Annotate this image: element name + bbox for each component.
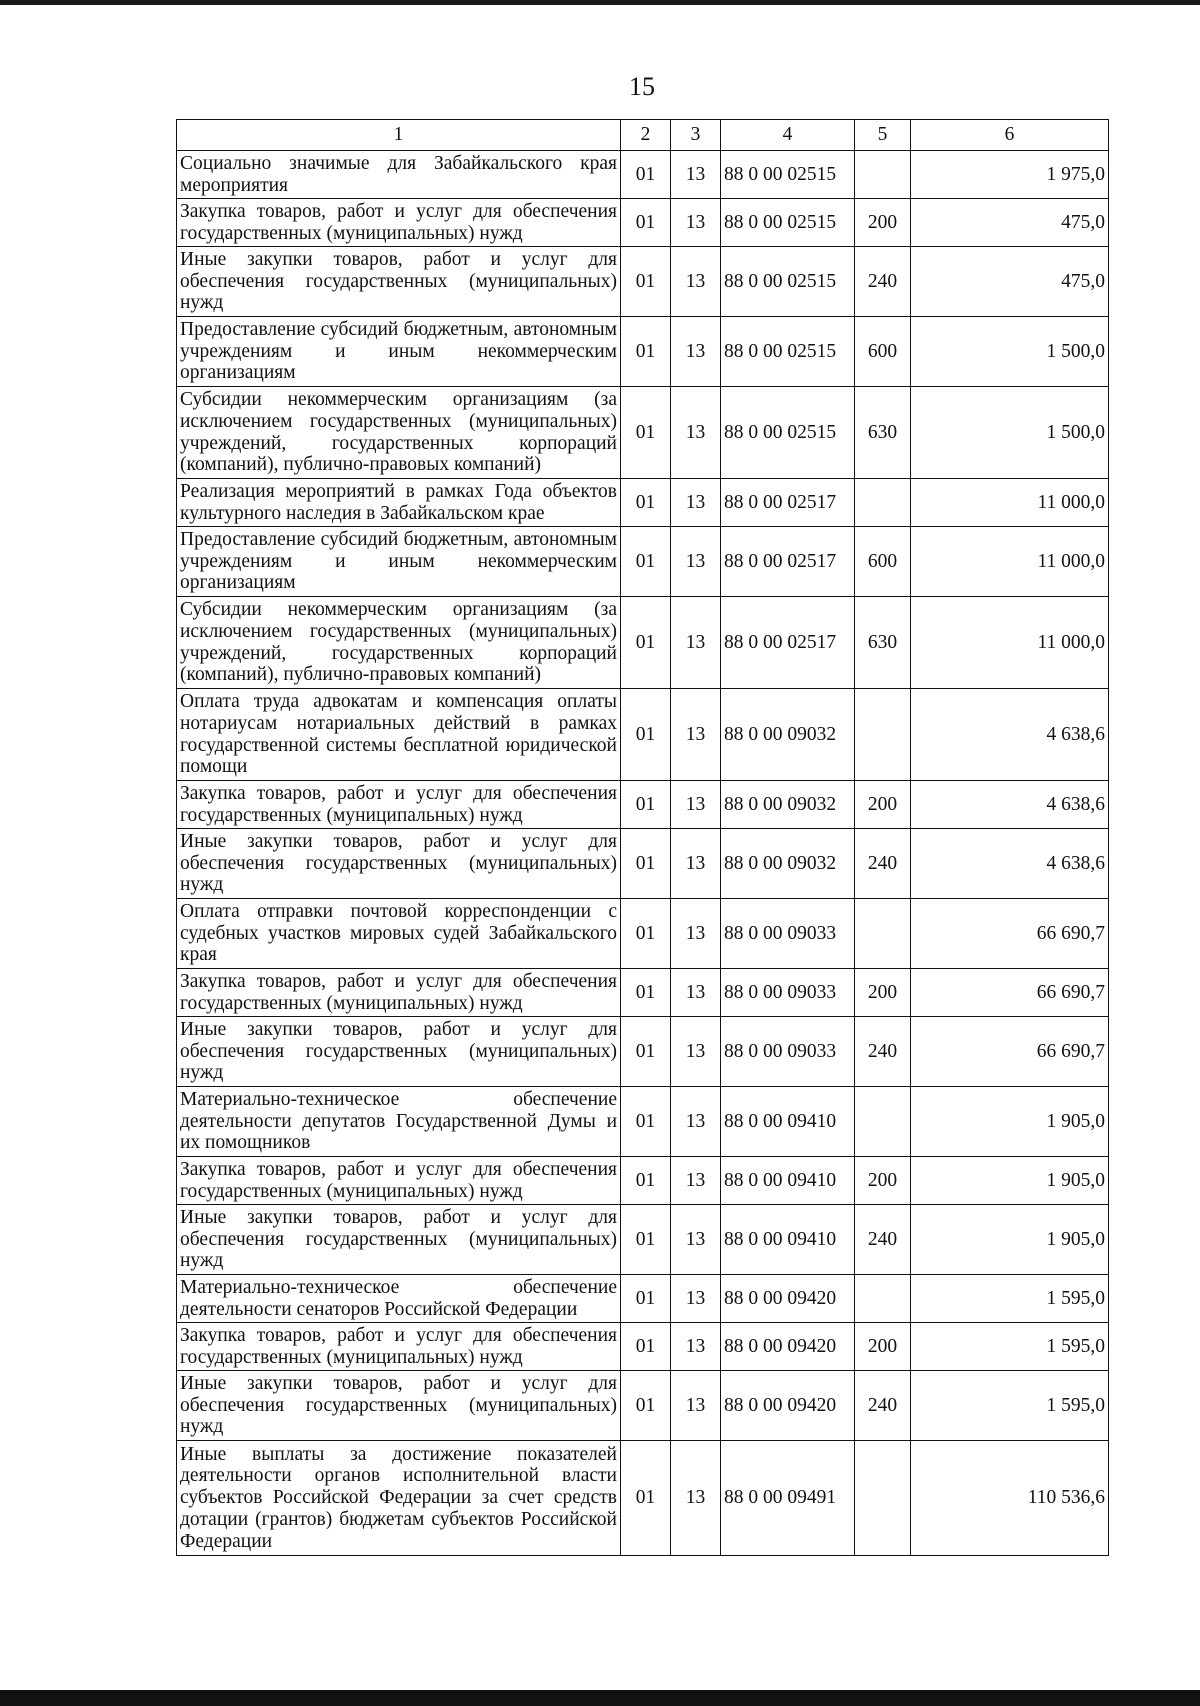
row-subsection: 13 <box>671 1323 721 1371</box>
row-section: 01 <box>621 1205 671 1275</box>
row-name: Оплата отправки почтовой корреспонденции с судебных участков мировых судей Забайкальского края <box>177 899 621 969</box>
row-subsection: 13 <box>671 199 721 247</box>
table-row <box>177 1441 1109 1556</box>
table-row <box>177 1275 1109 1323</box>
row-section: 01 <box>621 899 671 969</box>
row-subsection: 13 <box>671 527 721 597</box>
row-target-article: 88 0 00 09491 <box>721 1441 855 1556</box>
table-header-row <box>177 120 1109 151</box>
row-target-article: 88 0 00 09410 <box>721 1205 855 1275</box>
row-name: Иные закупки товаров, работ и услуг для обеспечения государственных (муниципальных) нужд <box>177 1205 621 1275</box>
row-subsection: 13 <box>671 899 721 969</box>
table-row <box>177 1087 1109 1157</box>
row-name: Субсидии некоммерческим организациям (за исключением государственных (муниципальных) учреждений, государственных корпораций (компаний), публично-правовых компаний) <box>177 387 621 479</box>
row-subsection: 13 <box>671 387 721 479</box>
row-amount: 66 690,7 <box>911 969 1109 1017</box>
row-subsection: 13 <box>671 1017 721 1087</box>
row-name: Закупка товаров, работ и услуг для обеспечения государственных (муниципальных) нужд <box>177 969 621 1017</box>
row-section: 01 <box>621 597 671 689</box>
row-expense-type: 240 <box>855 1205 911 1275</box>
row-subsection: 13 <box>671 151 721 199</box>
row-target-article: 88 0 00 02515 <box>721 199 855 247</box>
row-subsection: 13 <box>671 969 721 1017</box>
row-section: 01 <box>621 1157 671 1205</box>
row-subsection: 13 <box>671 479 721 527</box>
row-expense-type <box>855 1275 911 1323</box>
header-cell: 1 <box>177 120 621 151</box>
row-name: Материально-техническое обеспечение деятельности сенаторов Российской Федерации <box>177 1275 621 1323</box>
top-scan-border <box>0 0 1200 5</box>
row-expense-type: 200 <box>855 781 911 829</box>
row-subsection: 13 <box>671 1087 721 1157</box>
row-target-article: 88 0 00 02517 <box>721 527 855 597</box>
row-expense-type: 200 <box>855 199 911 247</box>
row-amount: 66 690,7 <box>911 1017 1109 1087</box>
row-subsection: 13 <box>671 1441 721 1556</box>
row-amount: 1 500,0 <box>911 387 1109 479</box>
row-section: 01 <box>621 479 671 527</box>
row-name: Субсидии некоммерческим организациям (за исключением государственных (муниципальных) учреждений, государственных корпораций (компаний), публично-правовых компаний) <box>177 597 621 689</box>
row-expense-type <box>855 151 911 199</box>
row-amount: 1 595,0 <box>911 1275 1109 1323</box>
row-expense-type: 240 <box>855 1017 911 1087</box>
row-amount: 1 975,0 <box>911 151 1109 199</box>
row-amount: 11 000,0 <box>911 527 1109 597</box>
row-amount: 1 595,0 <box>911 1371 1109 1441</box>
row-section: 01 <box>621 829 671 899</box>
header-cell: 5 <box>855 120 911 151</box>
budget-table <box>176 119 1109 1556</box>
row-subsection: 13 <box>671 1371 721 1441</box>
row-name: Реализация мероприятий в рамках Года объектов культурного наследия в Забайкальском крае <box>177 479 621 527</box>
row-amount: 475,0 <box>911 199 1109 247</box>
row-amount: 11 000,0 <box>911 479 1109 527</box>
table-row <box>177 247 1109 317</box>
header-cell: 2 <box>621 120 671 151</box>
row-expense-type <box>855 899 911 969</box>
row-subsection: 13 <box>671 781 721 829</box>
row-name: Закупка товаров, работ и услуг для обеспечения государственных (муниципальных) нужд <box>177 781 621 829</box>
row-subsection: 13 <box>671 689 721 781</box>
row-target-article: 88 0 00 09410 <box>721 1087 855 1157</box>
row-name: Закупка товаров, работ и услуг для обеспечения государственных (муниципальных) нужд <box>177 1157 621 1205</box>
row-section: 01 <box>621 199 671 247</box>
row-expense-type: 600 <box>855 317 911 387</box>
table-row <box>177 1205 1109 1275</box>
row-section: 01 <box>621 689 671 781</box>
table-row <box>177 597 1109 689</box>
table-row <box>177 317 1109 387</box>
row-expense-type <box>855 1087 911 1157</box>
row-target-article: 88 0 00 09033 <box>721 969 855 1017</box>
row-amount: 110 536,6 <box>911 1441 1109 1556</box>
table-row <box>177 899 1109 969</box>
row-amount: 1 905,0 <box>911 1205 1109 1275</box>
row-name: Иные закупки товаров, работ и услуг для обеспечения государственных (муниципальных) нужд <box>177 829 621 899</box>
header-cell: 3 <box>671 120 721 151</box>
row-subsection: 13 <box>671 1275 721 1323</box>
row-amount: 4 638,6 <box>911 781 1109 829</box>
row-target-article: 88 0 00 09033 <box>721 1017 855 1087</box>
row-target-article: 88 0 00 02515 <box>721 387 855 479</box>
row-subsection: 13 <box>671 829 721 899</box>
row-expense-type: 200 <box>855 1157 911 1205</box>
row-target-article: 88 0 00 09410 <box>721 1157 855 1205</box>
row-amount: 1 595,0 <box>911 1323 1109 1371</box>
row-amount: 1 905,0 <box>911 1087 1109 1157</box>
table-row <box>177 1371 1109 1441</box>
row-amount: 4 638,6 <box>911 829 1109 899</box>
row-expense-type: 630 <box>855 387 911 479</box>
table-row <box>177 199 1109 247</box>
header-cell: 4 <box>721 120 855 151</box>
row-target-article: 88 0 00 09032 <box>721 829 855 899</box>
table-row <box>177 1017 1109 1087</box>
row-name: Иные закупки товаров, работ и услуг для обеспечения государственных (муниципальных) нужд <box>177 1371 621 1441</box>
row-expense-type: 240 <box>855 247 911 317</box>
row-section: 01 <box>621 1441 671 1556</box>
row-name: Социально значимые для Забайкальского края мероприятия <box>177 151 621 199</box>
row-amount: 66 690,7 <box>911 899 1109 969</box>
row-target-article: 88 0 00 02515 <box>721 247 855 317</box>
row-target-article: 88 0 00 09420 <box>721 1275 855 1323</box>
row-expense-type: 240 <box>855 1371 911 1441</box>
row-section: 01 <box>621 1087 671 1157</box>
row-name: Предоставление субсидий бюджетным, автономным учреждениям и иным некоммерческим организациям <box>177 317 621 387</box>
row-subsection: 13 <box>671 1157 721 1205</box>
table-row <box>177 781 1109 829</box>
row-expense-type: 240 <box>855 829 911 899</box>
row-section: 01 <box>621 1017 671 1087</box>
table-row <box>177 387 1109 479</box>
row-target-article: 88 0 00 02515 <box>721 317 855 387</box>
table-row <box>177 1157 1109 1205</box>
table-row <box>177 689 1109 781</box>
row-subsection: 13 <box>671 1205 721 1275</box>
table-row <box>177 479 1109 527</box>
table-row <box>177 969 1109 1017</box>
row-expense-type: 630 <box>855 597 911 689</box>
row-target-article: 88 0 00 09032 <box>721 781 855 829</box>
table-row <box>177 151 1109 199</box>
row-target-article: 88 0 00 09033 <box>721 899 855 969</box>
row-target-article: 88 0 00 02517 <box>721 597 855 689</box>
row-expense-type: 200 <box>855 969 911 1017</box>
row-name: Иные закупки товаров, работ и услуг для обеспечения государственных (муниципальных) нужд <box>177 247 621 317</box>
bottom-scan-border <box>0 1690 1200 1706</box>
row-expense-type <box>855 1441 911 1556</box>
row-section: 01 <box>621 1275 671 1323</box>
row-section: 01 <box>621 1323 671 1371</box>
row-section: 01 <box>621 527 671 597</box>
row-expense-type <box>855 479 911 527</box>
row-target-article: 88 0 00 09420 <box>721 1323 855 1371</box>
row-name: Закупка товаров, работ и услуг для обеспечения государственных (муниципальных) нужд <box>177 1323 621 1371</box>
row-expense-type: 600 <box>855 527 911 597</box>
row-target-article: 88 0 00 02515 <box>721 151 855 199</box>
row-name: Иные закупки товаров, работ и услуг для обеспечения государственных (муниципальных) нужд <box>177 1017 621 1087</box>
row-section: 01 <box>621 1371 671 1441</box>
row-section: 01 <box>621 247 671 317</box>
row-section: 01 <box>621 151 671 199</box>
row-expense-type <box>855 689 911 781</box>
row-section: 01 <box>621 317 671 387</box>
row-name: Предоставление субсидий бюджетным, автономным учреждениям и иным некоммерческим организациям <box>177 527 621 597</box>
row-amount: 1 500,0 <box>911 317 1109 387</box>
row-amount: 4 638,6 <box>911 689 1109 781</box>
row-target-article: 88 0 00 09032 <box>721 689 855 781</box>
row-section: 01 <box>621 781 671 829</box>
table-row <box>177 829 1109 899</box>
row-amount: 11 000,0 <box>911 597 1109 689</box>
row-target-article: 88 0 00 02517 <box>721 479 855 527</box>
row-subsection: 13 <box>671 317 721 387</box>
row-target-article: 88 0 00 09420 <box>721 1371 855 1441</box>
row-name: Оплата труда адвокатам и компенсация оплаты нотариусам нотариальных действий в рамках государственной системы бесплатной юридической помощи <box>177 689 621 781</box>
row-name: Иные выплаты за достижение показателей деятельности органов исполнительной власти субъектов Российской Федерации за счет средств дотации (грантов) бюджетам субъектов Российской Федерации <box>177 1441 621 1556</box>
row-subsection: 13 <box>671 247 721 317</box>
row-section: 01 <box>621 387 671 479</box>
row-subsection: 13 <box>671 597 721 689</box>
table-row <box>177 1323 1109 1371</box>
row-name: Материально-техническое обеспечение деятельности депутатов Государственной Думы и их помощников <box>177 1087 621 1157</box>
header-cell: 6 <box>911 120 1109 151</box>
page-number: 15 <box>629 72 655 101</box>
row-amount: 1 905,0 <box>911 1157 1109 1205</box>
table-row <box>177 527 1109 597</box>
row-section: 01 <box>621 969 671 1017</box>
row-expense-type: 200 <box>855 1323 911 1371</box>
row-amount: 475,0 <box>911 247 1109 317</box>
row-name: Закупка товаров, работ и услуг для обеспечения государственных (муниципальных) нужд <box>177 199 621 247</box>
